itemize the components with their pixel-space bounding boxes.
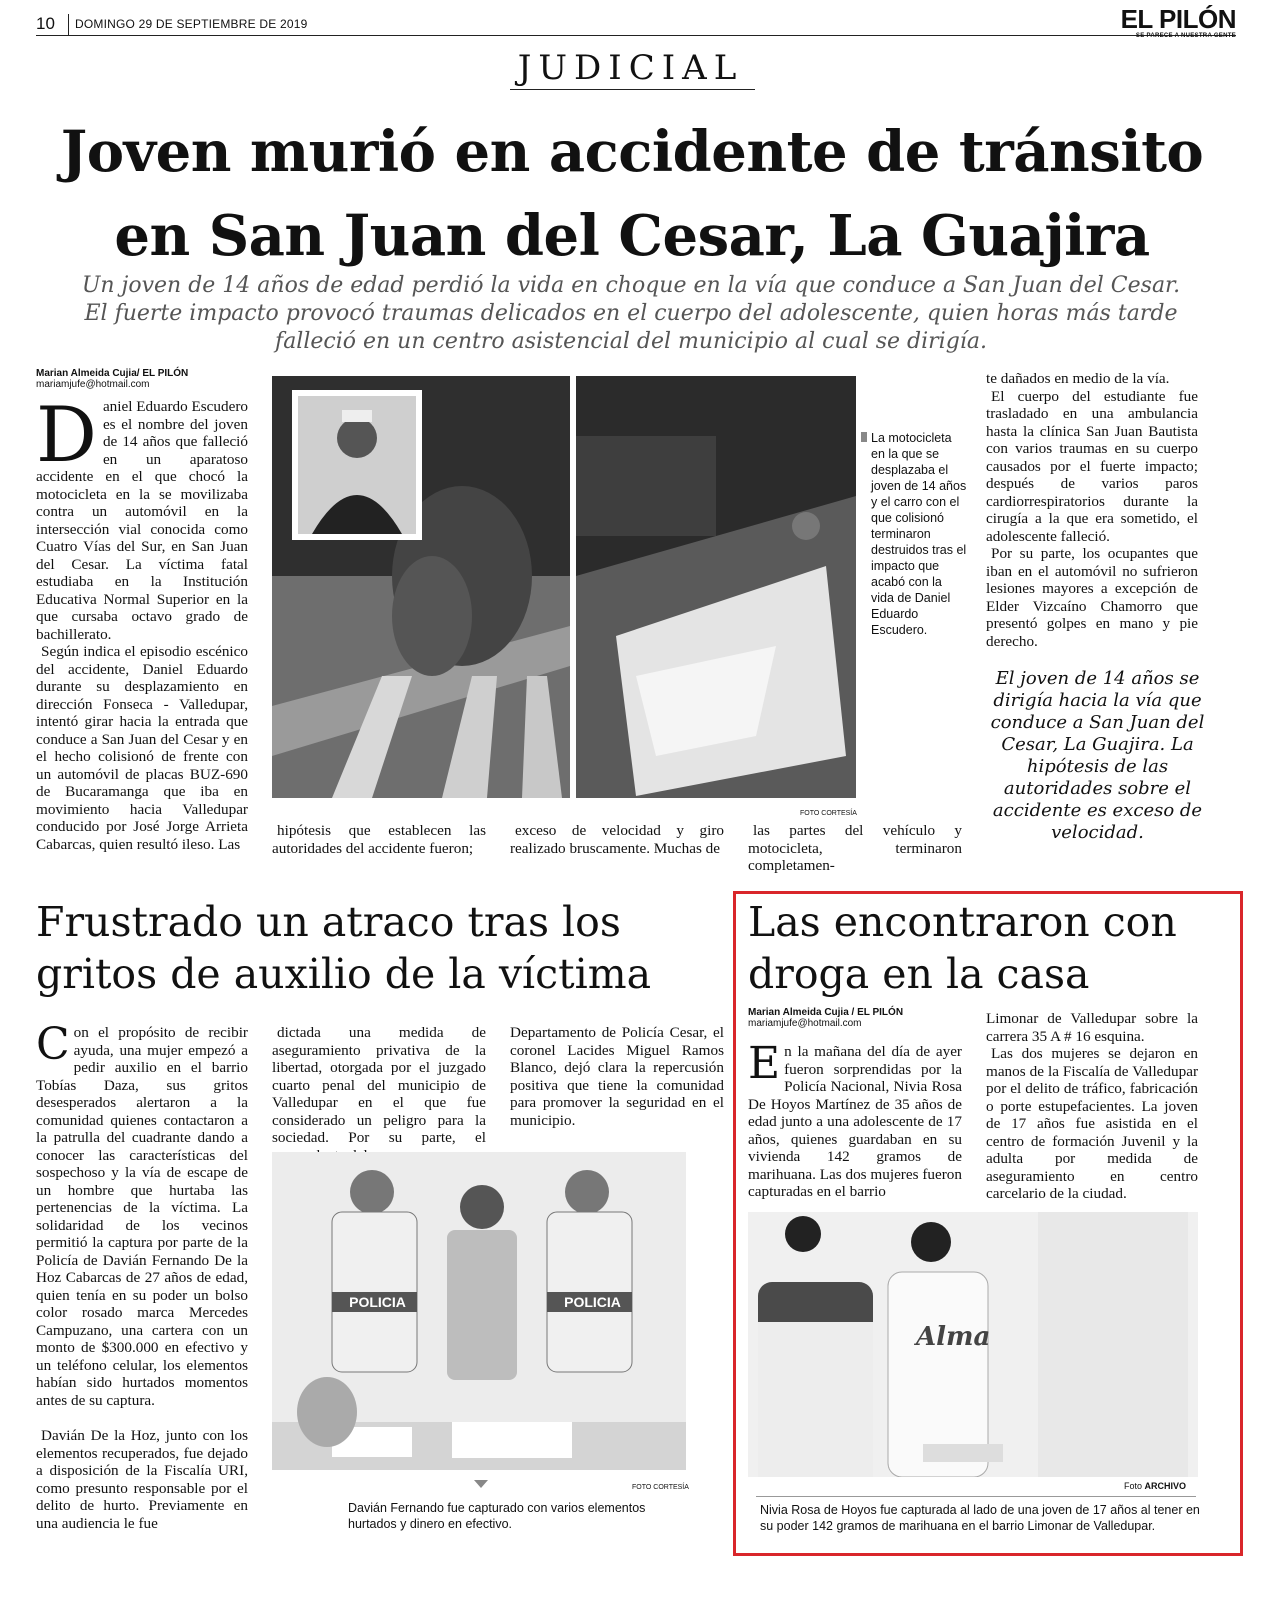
header-rule [36,35,1236,36]
photo-credit: FOTO CORTESÍA [632,1484,689,1491]
main-deck: Un joven de 14 años de edad perdió la vida en choque en la vía que conduce a San Juan del Cesar. El fuerte impacto provocó traumas delicados en el cuerpo del adolescente, quien horas más tarde falleció en un centro asistencial del municipio al cual se dirigía. [81,273,1181,354]
photo-credit-source: ARCHIVO [1144,1481,1187,1491]
newspaper-logo [1121,6,1236,39]
motorcycle-photo [272,376,570,798]
car-wreck-photo [576,376,856,798]
story3-paragraph: Limonar de Valledupar sobre la carrera 35 A # 16 esquina. [986,1010,1198,1045]
photo-credit [1124,1481,1186,1491]
story2-paragraph: dictada una medida de aseguramiento privativa de la libertad, otorgada por el juzgado cuarto penal del municipio de Valledupar en el que fue considerado un peligro para la sociedad. Por su parte, el [272,1024,486,1146]
photo-caption: Nivia Rosa de Hoyos fue capturada al lado de una joven de 17 años al tener en su poder 142 gramos de marihuana en el barrio Limonar de Valledupar. [760,1503,1200,1533]
story3-paragraph: Las dos mujeres se dejaron en manos de la Fiscalía de Valledupar por el delito de tráfico, fabricación o porte estupefacientes. La joven de 17 años fue asistida en el centro de formación Juvenil y la adulta por medida de aseguramiento en centro carcelario de la ciudad. [986,1045,1198,1202]
brand-slogan: SE PARECE A NUESTRA GENTE [1135,33,1236,39]
brand-name: EL PILÓN [1120,4,1236,34]
arrest-photo [272,1152,686,1470]
story3-byline-block [748,1007,968,1029]
caption-pointer-icon [474,1480,488,1488]
story1-paragraph: El cuerpo del estudiante fue trasladado en una ambulancia hasta la clínica San Juan Bautista con varios traumas en su cuerpo causados por el fuerte impacto; después de varios paros cardiorrespiratorios durante la cirugía a la que era sometido, el adolescente falleció. [986,387,1198,545]
header-separator [68,14,69,36]
story1-paragraph: las partes del vehículo y motocicleta, terminaron completamen- [748,822,962,874]
drop-cap: D [36,390,97,479]
story1-paragraph: exceso de velocidad y giro realizado bruscamente. Muchas de [510,822,724,857]
story1-paragraph: Por su parte, los ocupantes que iban en el automóvil no sufrieron lesiones mayores a excepción de Elder Vizcaíno Chamorro que presentó golpes en mano y pie derecho. [986,545,1198,650]
caption-rule [756,1496,1196,1497]
section-rule [510,89,755,90]
issue-date: DOMINGO 29 DE SEPTIEMBRE DE 2019 [75,17,308,31]
story2-paragraph: Davián De la Hoz, junto con los elementos recuperados, fue dejado a disposición de la Fiscalía URI, como presunto responsable por el delito de hurto. Previamente en una audiencia le fue [36,1427,248,1532]
pull-quote: El joven de 14 años se dirigía hacia la vía que conduce a San Juan del Cesar, La Guajira. La hipótesis de las autoridades sobre el accidente es exceso de velocidad. [990,668,1205,843]
drop-cap: E [748,1038,781,1089]
byline: Marian Almeida Cujia / EL PILÓN [748,1007,904,1018]
section-title: JUDICIAL [517,48,744,88]
story1-lead: aniel Eduardo Escudero es el nombre del joven de 14 años que falleció en un aparatoso accidente en el que chocó la motocicleta en la se movilizaba contra un automóvil en la intersección vial conocida como Cuatro Vías del Sur, en San Juan del Cesar. La víctima fatal estudiaba en la Institución Educativa Normal Superior en la que cursaba octavo grado de bachillerato. [36,398,249,643]
story2-headline: Frustrado un atraco tras los gritos de auxilio de la víctima [36,898,652,998]
photo-credit-prefix: Foto [1124,1481,1143,1491]
story1-column-4 [748,822,962,875]
story3-column-1 [748,1038,962,1201]
suspects-photo [748,1212,1198,1477]
story1-paragraph: hipótesis que establecen las autoridades del accidente fueron; [272,822,486,857]
story1-column-5 [986,370,1198,650]
byline: Marian Almeida Cujia/ EL PILÓN [36,368,189,379]
photo-credit: FOTO CORTESÍA [800,810,857,817]
caption-pointer-icon [861,432,867,442]
main-headline: Joven murió en accidente de tránsito en San Juan del Cesar, La Guajira [60,119,1204,269]
story2-column-2 [272,1024,486,1164]
page-number: 10 [36,14,55,33]
story1-paragraph: Según indica el episodio escénico del accidente, Daniel Eduardo durante su desplazamiento en dirección Fonseca - Valledupar, intentó girar hacia la entrada que conduce a San Juan del Cesar y en el hecho colisionó de frente con un automóvil de placas BUZ-690 de Bucaramanga que iba en movimiento hacia Valledupar conducido por José Jorge Arrieta Cabarcas, quien resultó ileso. Las [36,643,248,853]
drop-cap: C [36,1019,70,1070]
story3-column-2 [986,1010,1198,1203]
story2-lead: on el propósito de recibir ayuda, una mujer empezó a pedir auxilio en el barrio Tobías Daza, sus gritos desesperados alertaron a la comunidad quienes contactaron a la patrulla del cuadrante dando a conocer las características del sospechoso y la vía de escape de un hombre que hurtaba las pertenencias de la víctima. La solidaridad de los vecinos permitió la captura por parte de la Policía de Davián Fernando De la Hoz Cabarcas de 27 años de edad, quien tenía en su poder un bolso color rosado marca Mercedes Campuzano, una cartera con un monto de $300.000 en efectivo y un teléfono celular, los elementos habían sido hurtados momentos antes de su captura. [36,1024,248,1409]
story2-paragraph: Departamento de Policía Cesar, el coronel Lacides Miguel Ramos Blanco, dejó clara la repercusión positiva que tiene la comunidad para promover la seguridad en el municipio. [510,1024,724,1129]
photo-caption: Davián Fernando fue capturado con varios elementos hurtados y dinero en efectivo. [348,1501,646,1531]
vest-label: POLICIA [564,1294,621,1310]
author-email: mariamjufe@hotmail.com [36,379,150,390]
story1-column-1 [36,390,249,853]
story1-column-2 [272,822,486,857]
story1-column-3 [510,822,724,857]
story2-column-1 [36,1019,248,1532]
story1-byline-block [36,368,248,390]
story1-paragraph: te dañados en medio de la vía. [986,370,1170,387]
photo-caption: La motocicleta en la que se desplazaba el joven de 14 años y el carro con el que colisionó terminaron destruidos tras el impacto que acabó con la vida de Daniel Eduardo Escudero. [871,431,967,637]
vest-label: POLICIA [349,1294,406,1310]
story3-headline: Las encontraron con droga en la casa [748,898,1177,998]
shirt-logo: Alma [916,1322,991,1352]
author-email: mariamjufe@hotmail.com [748,1018,862,1029]
story2-column-3 [510,1024,724,1129]
story3-lead: n la mañana del día de ayer fueron sorprendidas por la Policía Nacional, Nivia Rosa De Hoyos Martínez de 35 años de edad junto a una adolescente de 17 años, quienes guardaban en su vivienda 142 gramos de marihuana. Las dos mujeres fueron capturadas en el barrio [748,1043,962,1200]
